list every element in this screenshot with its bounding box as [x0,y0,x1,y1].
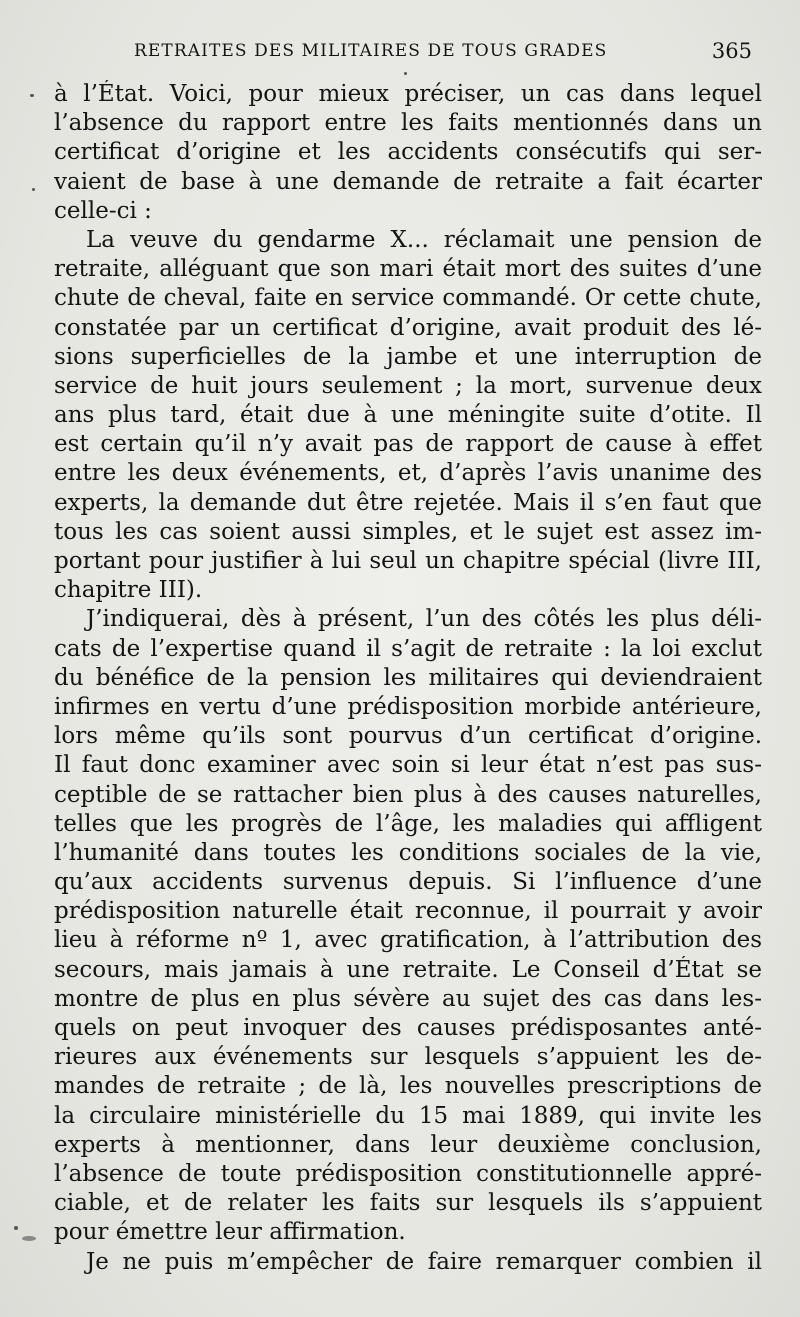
text-line: entre les deux événements, et, d’après l’avis unanime des [54,460,762,487]
text-line: retraite, alléguant que son mari était mort des suites d’une [54,256,762,283]
text-line: experts, la demande dut être rejetée. Mais il s’en faut que [54,489,762,516]
text-line: telles que les progrès de l’âge, les maladies qui affligent [54,810,762,837]
text-line: secours, mais jamais à une retraite. Le Conseil d’État se [54,956,762,983]
text-line: qu’aux accidents survenus depuis. Si l’influence d’une [54,869,762,896]
text-line: certificat d’origine et les accidents consécutifs qui ser- [54,139,762,166]
text-line: cats de l’expertise quand il s’agit de retraite : la loi exclut [54,635,762,662]
text-line: l’absence de toute prédisposition constitutionnelle appré- [54,1160,762,1187]
text-line: est certain qu’il n’y avait pas de rapport de cause à effet [54,431,762,458]
text-line: tous les cas soient aussi simples, et le sujet est assez im- [54,518,762,545]
text-line: montre de plus en plus sévère au sujet des cas dans les- [54,985,762,1012]
text-line: J’indiquerai, dès à présent, l’un des côtés les plus déli- [86,606,762,633]
text-line: infirmes en vertu d’une prédisposition morbide antérieure, [54,693,762,720]
text-line: rieures aux événements sur lesquels s’appuient les de- [54,1044,762,1071]
text-line: chute de cheval, faite en service commandé. Or cette chute, [54,285,762,312]
text-line: à l’État. Voici, pour mieux préciser, un cas dans lequel [54,81,762,107]
print-speck [14,1226,18,1230]
body-text [54,80,762,1277]
text-line: La veuve du gendarme X... réclamait une pension de [86,226,762,253]
text-line: la circulaire ministérielle du 15 mai 1889, qui invite les [54,1102,762,1129]
text-line: quels on peut invoquer des causes prédisposantes anté- [54,1015,762,1041]
text-line: celle-ci : [54,197,152,224]
print-speck [30,94,34,97]
text-line: mandes de retraite ; de là, les nouvelles prescriptions de [54,1073,762,1100]
text-line: chapitre III). [54,577,203,604]
text-line: lors même qu’ils sont pourvus d’un certificat d’origine. [54,723,762,750]
print-speck [22,1236,36,1241]
text-line: ans plus tard, était due à une méningite suite d’otite. Il [54,402,762,429]
text-line: ceptible de se rattacher bien plus à des causes naturelles, [54,781,762,808]
text-line: vaient de base à une demande de retraite a fait écarter [54,168,762,195]
text-line: pour émettre leur affirmation. [54,1219,406,1246]
text-line: l’absence du rapport entre les faits mentionnés dans un [54,110,762,137]
text-line: sions superficielles de la jambe et une interruption de [54,343,762,370]
page-header [134,36,760,66]
text-line: service de huit jours seulement ; la mort, survenue deux [54,372,762,399]
text-line: experts à mentionner, dans leur deuxième conclusion, [54,1131,762,1158]
page-number: 365 [711,39,752,63]
text-line: constatée par un certificat d’origine, avait produit des lé- [54,314,762,341]
text-line: Il faut donc examiner avec soin si leur état n’est pas sus- [54,752,762,779]
text-line: du bénéfice de la pension les militaires qui deviendraient [54,664,762,691]
text-line: portant pour justifier à lui seul un chapitre spécial (livre III, [54,548,762,574]
text-line: lieu à réforme nº 1, avec gratification, à l’attribution des [54,927,762,954]
print-speck [32,188,35,191]
text-line: Je ne puis m’empêcher de faire remarquer combien il [86,1248,762,1275]
text-line: ciable, et de relater les faits sur lesquels ils s’appuient [54,1190,762,1217]
text-line: l’humanité dans toutes les conditions sociales de la vie, [54,839,762,866]
print-speck [404,72,407,75]
text-line: prédisposition naturelle était reconnue, il pourrait y avoir [54,898,762,925]
running-title: RETRAITES DES MILITAIRES DE TOUS GRADES [134,41,608,61]
